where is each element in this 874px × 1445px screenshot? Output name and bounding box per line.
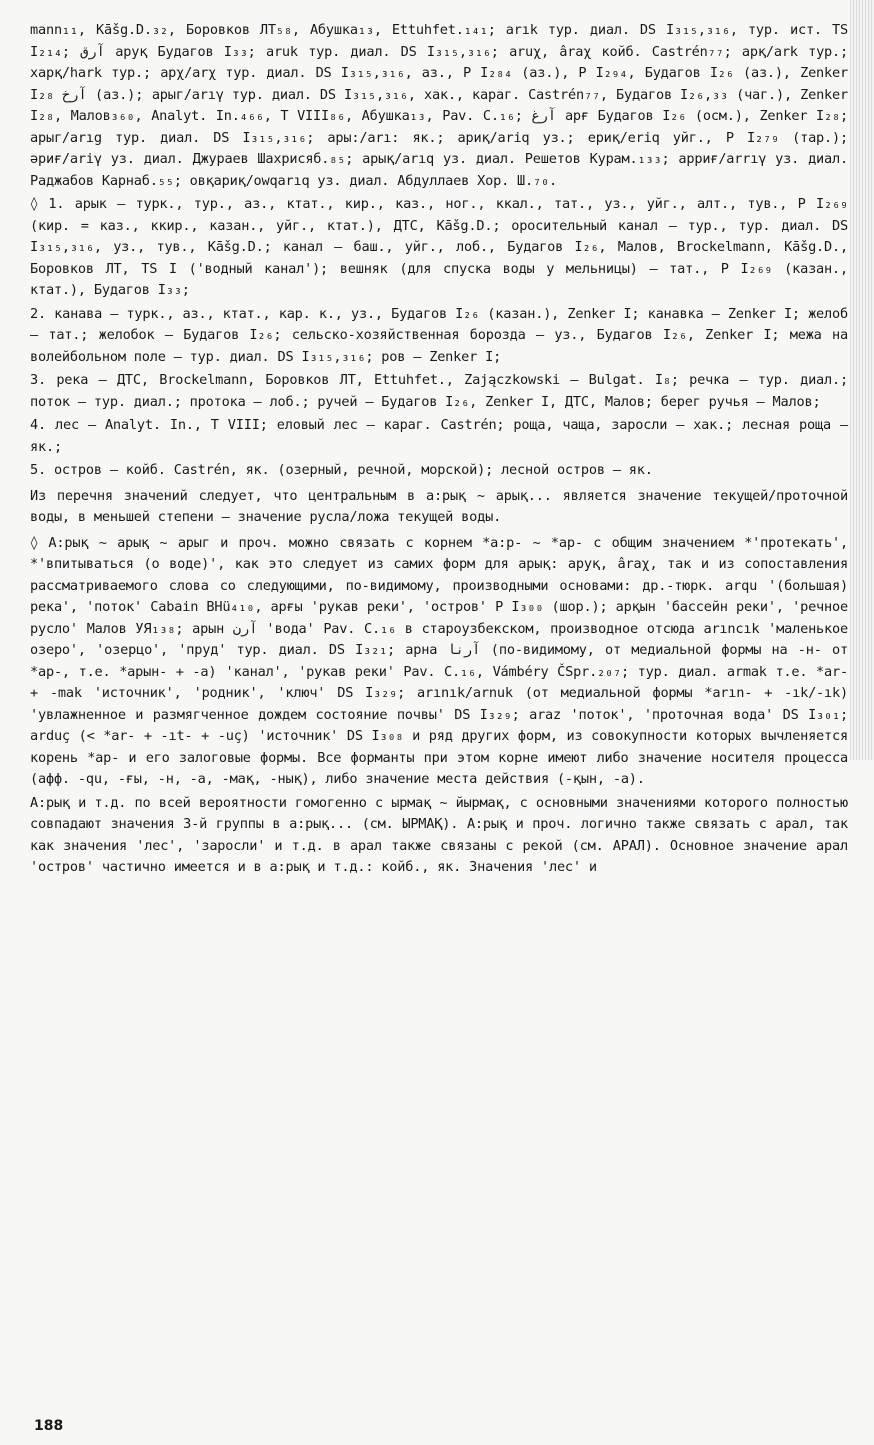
meaning-1-paragraph: ◊ 1. арык – турк., тур., аз., ктат., кир., каз., ног., ккал., тат., уз., уйг., алт., тув., P I₂₆₉ (кир. = каз., ккир., казан., уйг., ктат.), ДТС, Kāšg.D.; оросительный канал – тур., тур. диал. DS I₃₁₅,₃₁₆, уз., тув., Kāšg.D.; канал – баш., уйг., лоб., Будагов I₂₆, Малов, Brockelmann, Kāšg.D., Боровков ЛТ, TS I ('водный канал'); вешняк (для спуска воды у мельницы) – тат., P I₂₆₉ (казан., ктат.), Будагов I₃₃; [30, 196, 848, 298]
meaning-2-paragraph: 2. канава – турк., аз., ктат., кар. к., уз., Будагов I₂₆ (казан.), Zenker I; канавка – Zenker I; желоб – тат.; желобок – Будагов I₂₆; сельско-хозяйственная борозда – уз., Будагов I₂₆, Zenker I; межа на волейбольном поле – тур. диал. DS I₃₁₅,₃₁₆; ров – Zenker I; [30, 305, 848, 365]
page-number: 188 [34, 1418, 64, 1434]
comparison-paragraph: А:рық и т.д. по всей вероятности гомогенно с ырмақ ~ йырмақ, с основными значениями которого полностью совпадают значения 3-й группы в а:рық... (см. ЫРМАҚ). А:рық и проч. логично также связать с арал, так как значения 'лес', 'заросли' и т.д. в арал также связаны с рекой (см. АРАЛ). Основное значение арал 'остров' частично имеется и в а:рық и т.д.: койб., як. Значения 'лес' и [30, 794, 848, 875]
etymology-paragraph: ◊ А:рық ~ арық ~ арыг и проч. можно связать с корнем *а:р- ~ *ар- с общим значением *'протекать', *'впитываться (о воде)', как это следует из самих форм для арық: аруқ, ârаχ, так и из сопоставления рассматриваемого слова со следующими, по-видимому, производными основами: др.-тюрк. arqu '(большая) река', 'поток' Cabain BHü₄₁₀, арғы 'рукав реки', 'остров' P I₃₀₀ (шор.); арқын 'бассейн реки', 'речное русло' Малов УЯ₁₃₈; арын آرن 'вода' Pav. C.₁₆ в староузбекском, производное отсюда arıncık 'маленькое озеро', 'озерцо', 'пруд' тур. диал. DS I₃₂₁; арна آرنا (по-видимому, от медиальной формы на -н- от *ар-, т.е. *арын- + -а) 'канал', 'рукав реки' Pav. C.₁₆, Vámbéry ČSpr.₂₀₇; тур. диал. armak т.е. *ar- + -mak 'источник', 'родник', 'ключ' DS I₃₂₉; arınık/arnuk (от медиальной формы *arın- + -ık/-ık) 'увлажненное и размягченное дождем состояние почвы' DS I₃₂₉; araz 'поток', 'проточная вода' DS I₃₀₁; arduç (< *ar- + -ıt- + -uç) 'источник' DS I₃₀₈ и ряд других форм, из совокупности которых вычленяется корень *ар- и его залоговые формы. Все форманты при этом корне имеют либо значение носителя процесса (афф. -qu, -ғы, -н, -а, -мақ, -нық), либо значение места действия (-қын, -а). [30, 534, 848, 787]
document-page [30, 20, 848, 879]
scan-edge-shadow [850, 0, 874, 760]
summary-paragraph: Из перечня значений следует, что центральным в а:рық ~ арық... является значение текущей/проточной воды, в меньшей степени – значение русла/ложа текущей воды. [30, 487, 848, 525]
meaning-3-paragraph: 3. река – ДТС, Brockelmann, Боровков ЛТ, Ettuhfet., Zajączkowski – Bulgat. I₈; речка – тур. диал.; поток – тур. диал.; протока – лоб.; ручей – Будагов I₂₆, Zenker I, ДТС, Малов; берег ручья – Малов; [30, 372, 848, 410]
meaning-5-paragraph: 5. остров – койб. Castrén, як. (озерный, речной, морской); лесной остров – як. [30, 462, 653, 478]
forms-paragraph: mann₁₁, Kāšg.D.₃₂, Боровков ЛТ₅₈, Абушка₁₃, Ettuhfet.₁₄₁; arık тур. диал. DS I₃₁₅,₃₁₆, тур. ист. TS I₂₁₄; آرق аруқ Будагов I₃₃; aruk тур. диал. DS I₃₁₅,₃₁₆; aruχ, ârаχ койб. Castrén₇₇; арқ/ark тур.; харқ/hark тур.; арχ/arχ тур. диал. DS I₃₁₅,₃₁₆, аз., P I₂₈₄ (аз.), P I₂₉₄, Будагов I₂₆ (аз.), Zenker I₂₈ آرخ (аз.); арыг/arıγ тур. диал. DS I₃₁₅,₃₁₆, хак., караг. Castrén₇₇, Будагов I₂₆,₃₃ (чаг.), Zenker I₂₈, Малов₃₆₀, Analyt. In.₄₆₆, T VIII₈₆, Абушка₁₃, Pav. C.₁₆; آرغ арғ Будагов I₂₆ (осм.), Zenker I₂₈; арыг/arıg тур. диал. DS I₃₁₅,₃₁₆; ары:/arı: як.; ариқ/ariq уз.; ериқ/eriq уйг., P I₂₇₉ (тар.); әриғ/ariγ уз. диал. Джураев Шахрисяб.₈₅; арық/arıq уз. диал. Решетов Курам.₁₃₃; арриғ/arrıγ уз. диал. Раджабов Карнаб.₅₅; овқариқ/owqarıq уз. диал. Абдуллаев Хор. Ш.₇₀. [30, 22, 849, 189]
meaning-4-paragraph: 4. лес – Analyt. In., T VIII; еловый лес – караг. Castrén; роща, чаща, заросли – хак.; лесная роща – як.; [30, 417, 848, 455]
